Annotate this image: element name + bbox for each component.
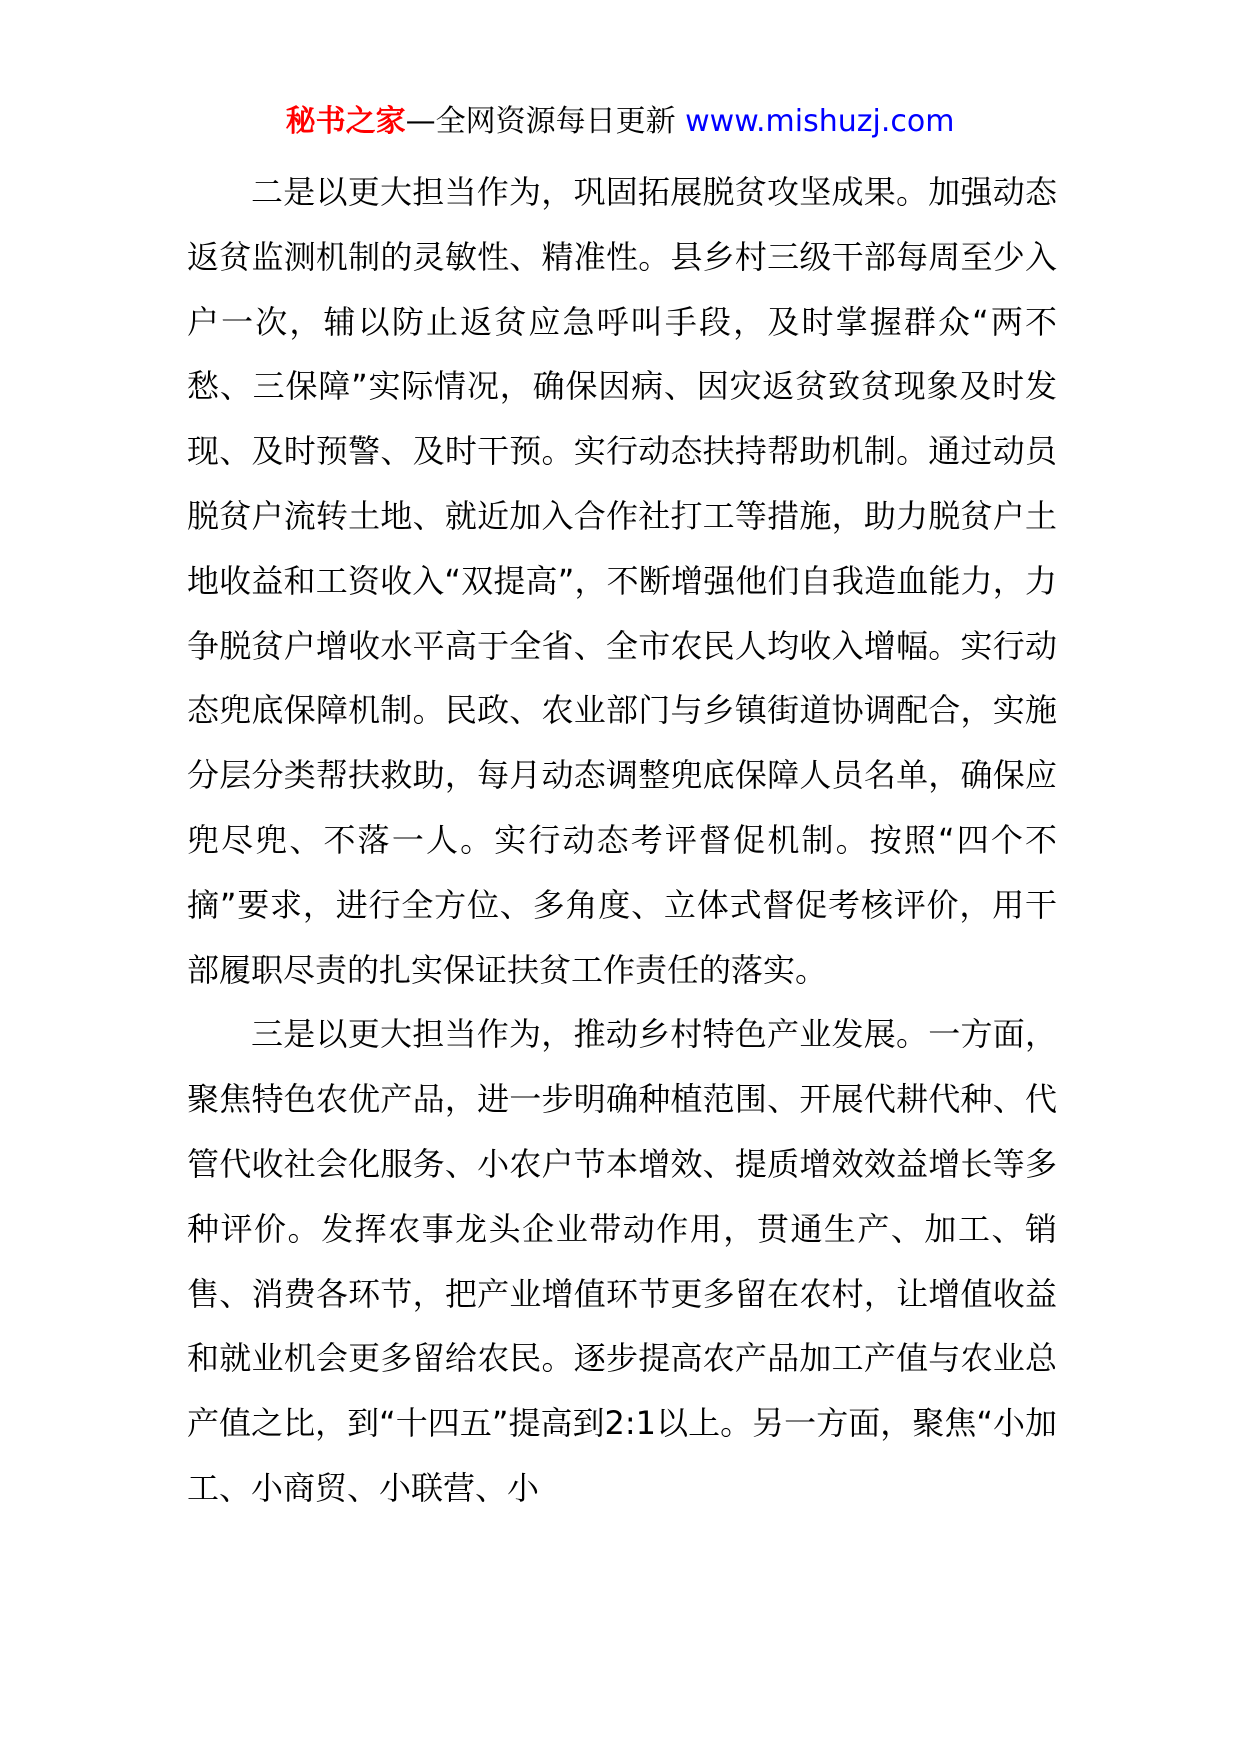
header-slogan: —全网资源每日更新: [405, 104, 676, 139]
brand-name: 秘书之家: [285, 104, 406, 139]
page-header: [0, 102, 1240, 142]
document-body: [187, 160, 1057, 1521]
paragraph-rural-industry: 三是以更大担当作为，推动乡村特色产业发展。一方面，聚焦特色农优产品，进一步明确种植范围、开展代耕代种、代管代收社会化服务、小农户节本增效、提质增效效益增长等多种评价。发挥农事龙头企业带动作用，贯通生产、加工、销售、消费各环节，把产业增值环节更多留在农村，让增值收益和就业机会更多留给农民。逐步提高农产品加工产值与农业总产值之比，到“十四五”提高到2:1以上。另一方面，聚焦“小加工、小商贸、小联营、小: [187, 1015, 1057, 1507]
website-link[interactable]: www.mishuzj.com: [685, 104, 955, 139]
paragraph-consolidate-poverty: 二是以更大担当作为，巩固拓展脱贫攻坚成果。加强动态返贫监测机制的灵敏性、精准性。县乡村三级干部每周至少入户一次，辅以防止返贫应急呼叫手段，及时掌握群众“两不愁、三保障”实际情况，确保因病、因灾返贫致贫现象及时发现、及时预警、及时干预。实行动态扶持帮助机制。通过动员脱贫户流转土地、就近加入合作社打工等措施，助力脱贫户土地收益和工资收入“双提高”，不断增强他们自我造血能力，力争脱贫户增收水平高于全省、全市农民人均收入增幅。实行动态兜底保障机制。民政、农业部门与乡镇街道协调配合，实施分层分类帮扶救助，每月动态调整兜底保障人员名单，确保应兜尽兜、不落一人。实行动态考评督促机制。按照“四个不摘”要求，进行全方位、多角度、立体式督促考核评价，用干部履职尽责的扎实保证扶贫工作责任的落实。: [187, 173, 1057, 989]
